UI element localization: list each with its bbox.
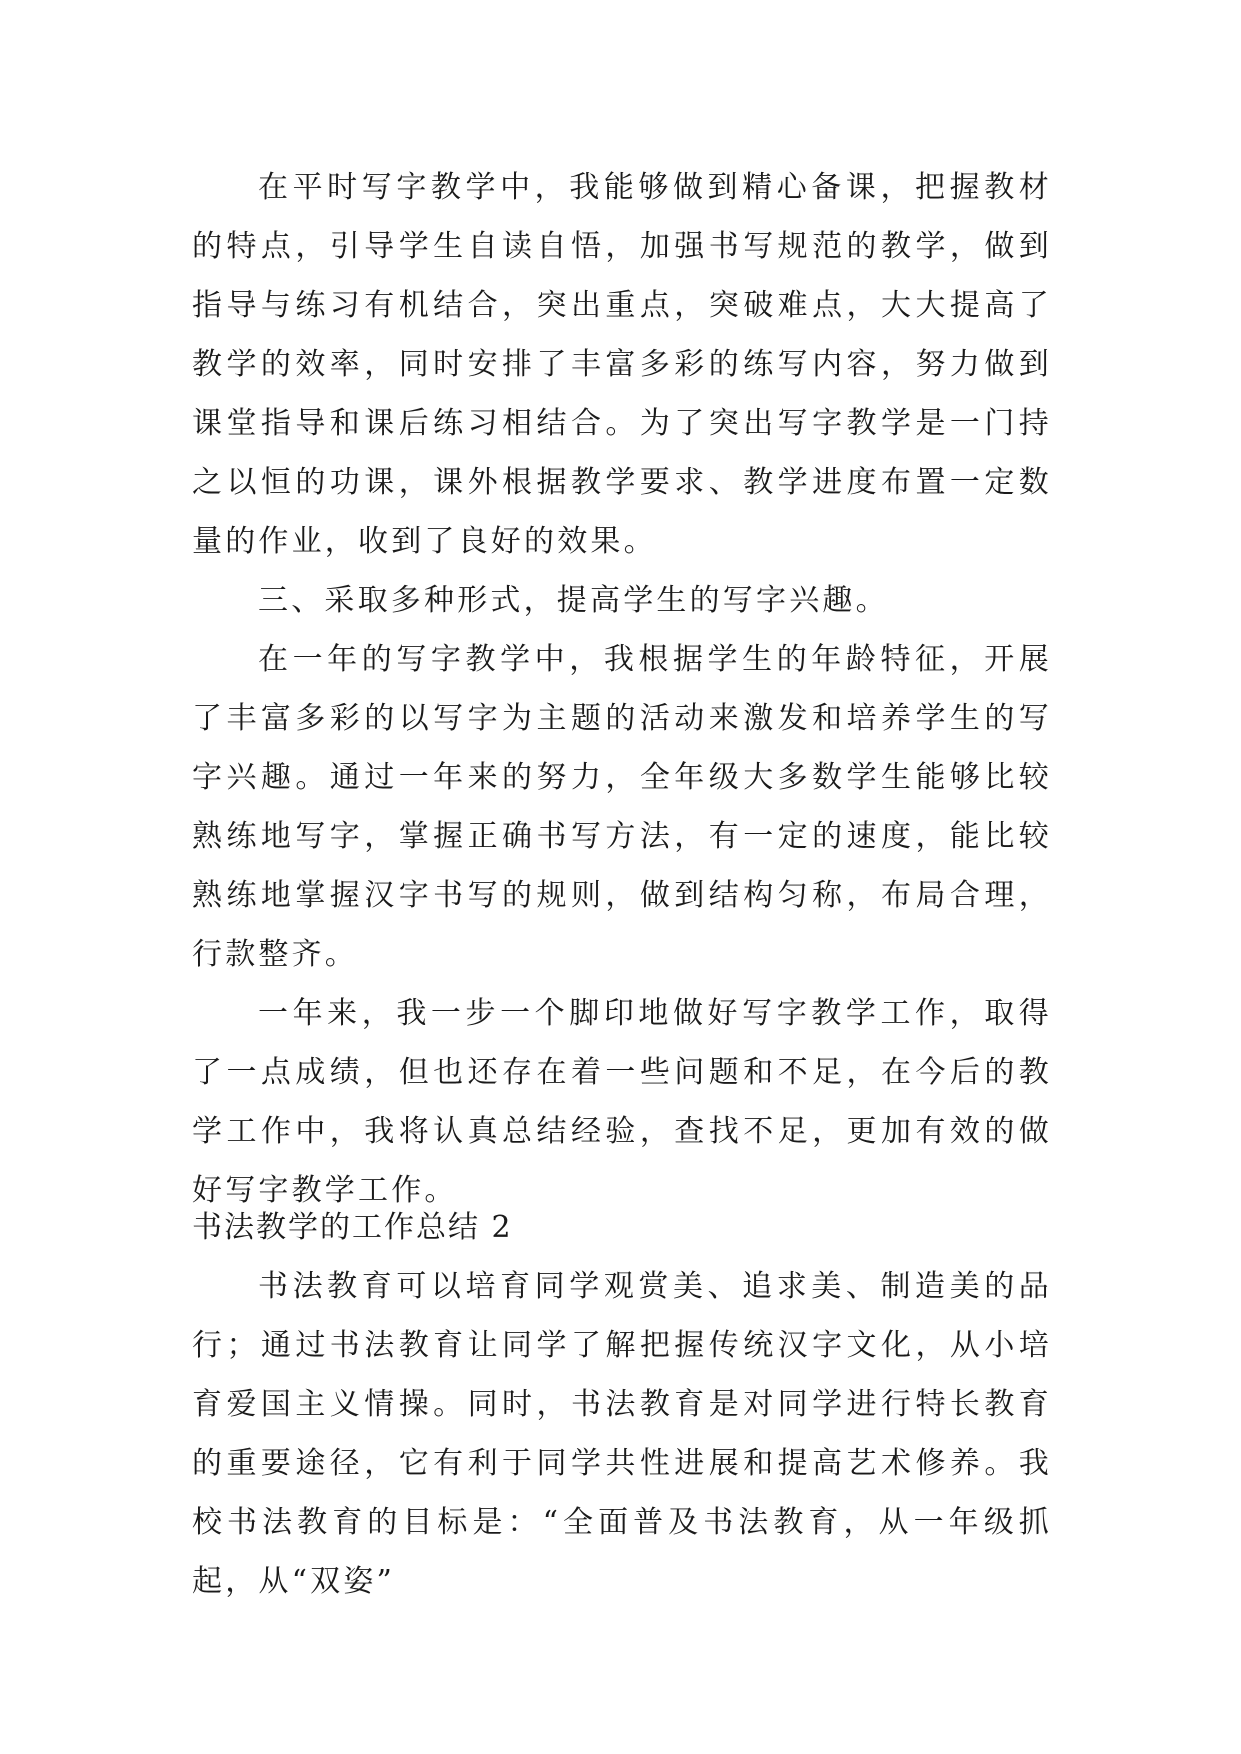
section-2 — [192, 1198, 1052, 1611]
section-1 — [192, 158, 1052, 1220]
paragraph-heading-three: 三、采取多种形式，提高学生的写字兴趣。 — [258, 583, 889, 618]
paragraph-calligraphy-education: 书法教育可以培育同学观赏美、追求美、制造美的品行；通过书法教育让同学了解把握传统汉字文化，从小培育爱国主义情操。同时，书法教育是对同学进行特长教育的重要途径，它有利于同学共性进展和提高艺术修养。我校书法教育的目标是：“全面普及书法教育，从一年级抓起，从“双姿” — [192, 1269, 1052, 1599]
section-title: 书法教学的工作总结 2 — [192, 1210, 513, 1245]
paragraph-interest-activities: 在一年的写字教学中，我根据学生的年龄特征，开展了丰富多彩的以写字为主题的活动来激发和培养学生的写字兴趣。通过一年来的努力，全年级大多数学生能够比较熟练地写字，掌握正确书写方法，有一定的速度，能比较熟练地掌握汉字书写的规则，做到结构匀称，布局合理，行款整齐。 — [192, 642, 1052, 972]
paragraph-year-summary: 一年来，我一步一个脚印地做好写字教学工作，取得了一点成绩，但也还存在着一些问题和不足，在今后的教学工作中，我将认真总结经验，查找不足，更加有效的做好写字教学工作。 — [192, 996, 1052, 1208]
paragraph-writing-teaching: 在平时写字教学中，我能够做到精心备课，把握教材的特点，引导学生自读自悟，加强书写规范的教学，做到指导与练习有机结合，突出重点，突破难点，大大提高了教学的效率，同时安排了丰富多彩的练写内容，努力做到课堂指导和课后练习相结合。为了突出写字教学是一门持之以恒的功课，课外根据教学要求、教学进度布置一定数量的作业，收到了良好的效果。 — [192, 170, 1052, 559]
